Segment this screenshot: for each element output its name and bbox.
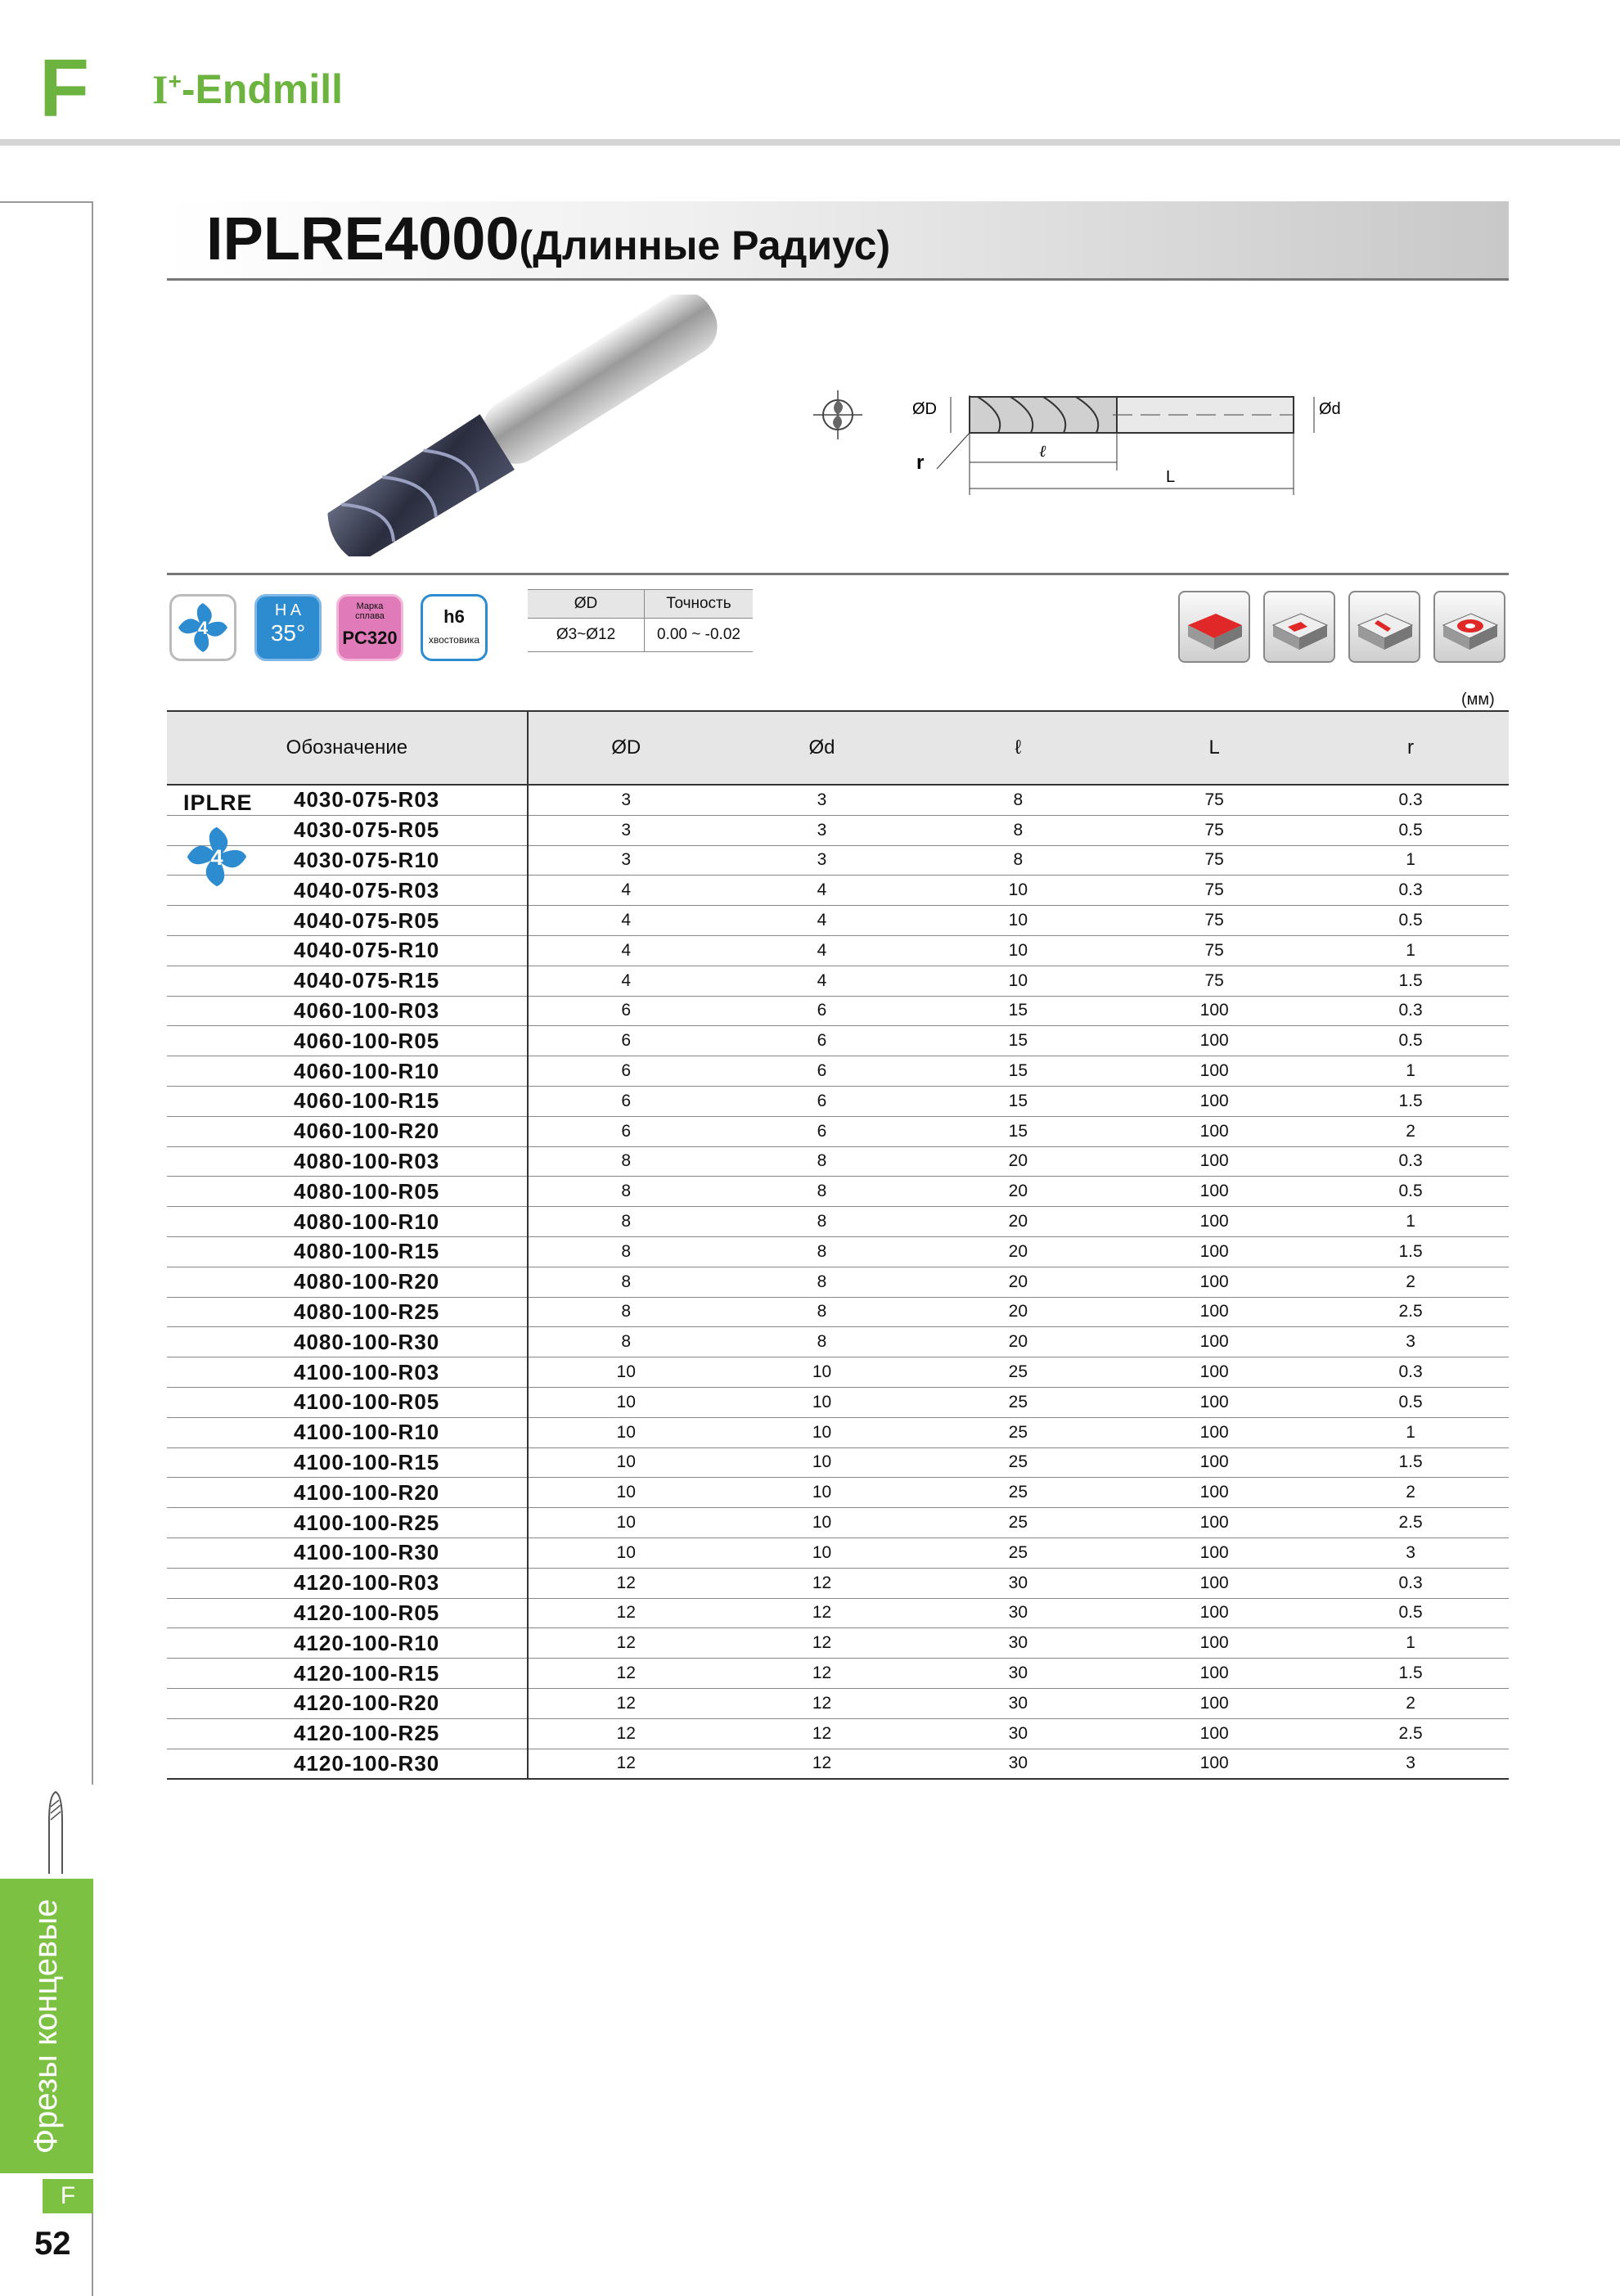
cell-code: 4100-100-R05 <box>167 1387 528 1417</box>
cell-od: 10 <box>528 1447 724 1478</box>
cell-odd: 10 <box>724 1357 920 1388</box>
cell-L: 100 <box>1116 1568 1312 1598</box>
cell-r: 0.5 <box>1312 1598 1509 1628</box>
cell-od: 12 <box>528 1568 724 1598</box>
cell-odd: 8 <box>724 1146 920 1177</box>
cell-l: 20 <box>920 1267 1116 1297</box>
table-row <box>167 1146 1509 1177</box>
cell-odd: 10 <box>724 1447 920 1478</box>
cell-l: 20 <box>920 1207 1116 1237</box>
series-flute-icon <box>182 822 252 892</box>
cell-od: 10 <box>528 1417 724 1447</box>
cell-od: 12 <box>528 1718 724 1749</box>
frame-line-vertical <box>92 201 93 1785</box>
cell-code: 4100-100-R20 <box>167 1478 528 1508</box>
cell-code: 4030-075-R10 <box>167 845 528 876</box>
application-pocketing-icon <box>1433 591 1505 663</box>
table-row <box>167 1177 1509 1207</box>
cell-L: 100 <box>1116 1659 1312 1689</box>
cell-L: 100 <box>1116 1267 1312 1297</box>
cell-od: 12 <box>528 1659 724 1689</box>
cell-r: 0.3 <box>1312 1568 1509 1598</box>
table-row <box>167 1659 1509 1689</box>
endmill-side-icon <box>41 1789 70 1874</box>
cell-r: 0.5 <box>1312 815 1509 845</box>
cell-l: 20 <box>920 1236 1116 1267</box>
spec-strip-rule <box>167 573 1509 575</box>
label-L: L <box>1166 468 1176 486</box>
cell-L: 100 <box>1116 1417 1312 1447</box>
cell-od: 10 <box>528 1357 724 1388</box>
svg-text:4: 4 <box>210 844 223 871</box>
cell-code: 4120-100-R05 <box>167 1598 528 1628</box>
cell-od: 3 <box>528 815 724 845</box>
cell-L: 100 <box>1116 1146 1312 1177</box>
cell-odd: 12 <box>724 1598 920 1628</box>
table-row <box>167 1688 1509 1718</box>
cell-r: 0.3 <box>1312 1357 1509 1388</box>
cell-odd: 8 <box>724 1207 920 1237</box>
cell-code: 4060-100-R05 <box>167 1026 528 1056</box>
cell-code: 4080-100-R03 <box>167 1146 528 1177</box>
cell-od: 4 <box>528 876 724 906</box>
application-profiling-icon <box>1348 591 1420 663</box>
label-r: r <box>916 452 925 474</box>
table-row <box>167 1447 1509 1478</box>
cell-L: 75 <box>1116 935 1312 966</box>
table-row <box>167 1207 1509 1237</box>
cell-l: 30 <box>920 1688 1116 1718</box>
cell-code: 4100-100-R25 <box>167 1508 528 1538</box>
cell-L: 100 <box>1116 1447 1312 1478</box>
cell-od: 6 <box>528 996 724 1026</box>
cell-L: 75 <box>1116 876 1312 906</box>
cell-od: 12 <box>528 1749 724 1779</box>
cell-l: 10 <box>920 935 1116 966</box>
cell-l: 15 <box>920 1116 1116 1146</box>
cell-odd: 4 <box>724 966 920 996</box>
cell-odd: 3 <box>724 785 920 815</box>
four-flute-icon <box>172 597 234 659</box>
cell-r: 0.3 <box>1312 1146 1509 1177</box>
application-side-milling-icon <box>1263 591 1335 663</box>
cell-od: 8 <box>528 1177 724 1207</box>
shank-badge: h6 хвостовика <box>421 594 488 661</box>
cell-r: 0.3 <box>1312 996 1509 1026</box>
table-row <box>167 1327 1509 1357</box>
cell-code: 4120-100-R03 <box>167 1568 528 1598</box>
cell-od: 10 <box>528 1508 724 1538</box>
cell-l: 25 <box>920 1447 1116 1478</box>
cell-L: 100 <box>1116 1177 1312 1207</box>
cell-odd: 4 <box>724 876 920 906</box>
cell-l: 20 <box>920 1177 1116 1207</box>
col-l: ℓ <box>920 711 1116 785</box>
cell-r: 1.5 <box>1312 966 1509 996</box>
unit-label: (мм) <box>1461 691 1495 709</box>
cell-r: 0.5 <box>1312 1026 1509 1056</box>
cell-l: 25 <box>920 1508 1116 1538</box>
cell-od: 6 <box>528 1026 724 1056</box>
cell-code: 4080-100-R05 <box>167 1177 528 1207</box>
product-code: IPLRE4000 <box>206 205 520 272</box>
cell-l: 30 <box>920 1718 1116 1749</box>
cell-l: 10 <box>920 966 1116 996</box>
cell-r: 1.5 <box>1312 1659 1509 1689</box>
brand-title <box>152 66 344 112</box>
label-l: ℓ <box>1039 443 1046 461</box>
table-row <box>167 1267 1509 1297</box>
cell-L: 100 <box>1116 1297 1312 1327</box>
cell-code: 4080-100-R20 <box>167 1267 528 1297</box>
cell-l: 15 <box>920 1056 1116 1087</box>
cell-code: 4100-100-R10 <box>167 1417 528 1447</box>
table-row <box>167 1598 1509 1628</box>
cell-L: 100 <box>1116 1207 1312 1237</box>
cell-code: 4120-100-R20 <box>167 1688 528 1718</box>
cell-L: 100 <box>1116 1056 1312 1087</box>
cell-od: 12 <box>528 1628 724 1659</box>
cell-L: 75 <box>1116 966 1312 996</box>
endmill-drawing <box>802 372 1473 511</box>
cell-L: 75 <box>1116 815 1312 845</box>
cell-odd: 3 <box>724 815 920 845</box>
product-subtitle: (Длинные Радиус) <box>519 223 891 268</box>
cell-L: 100 <box>1116 1598 1312 1628</box>
cell-code: 4080-100-R25 <box>167 1297 528 1327</box>
table-row <box>167 1056 1509 1087</box>
cell-l: 10 <box>920 876 1116 906</box>
cell-l: 25 <box>920 1387 1116 1417</box>
cell-L: 100 <box>1116 1688 1312 1718</box>
cell-L: 100 <box>1116 1628 1312 1659</box>
cell-l: 8 <box>920 785 1116 815</box>
cell-od: 6 <box>528 1056 724 1087</box>
frame-line-top <box>0 201 93 203</box>
cell-od: 4 <box>528 935 724 966</box>
cell-code: 4100-100-R03 <box>167 1357 528 1388</box>
table-row <box>167 1718 1509 1749</box>
cell-r: 2 <box>1312 1688 1509 1718</box>
cell-r: 3 <box>1312 1537 1509 1568</box>
cell-odd: 12 <box>724 1688 920 1718</box>
cell-odd: 12 <box>724 1568 920 1598</box>
cell-code: 4030-075-R05 <box>167 815 528 845</box>
table-row <box>167 1236 1509 1267</box>
brand-name: -Endmill <box>181 66 344 112</box>
cell-l: 25 <box>920 1478 1116 1508</box>
cell-l: 15 <box>920 996 1116 1026</box>
cell-odd: 8 <box>724 1177 920 1207</box>
cell-l: 8 <box>920 845 1116 876</box>
cell-r: 2.5 <box>1312 1297 1509 1327</box>
cell-r: 2 <box>1312 1478 1509 1508</box>
application-slotting-icon <box>1178 591 1250 663</box>
cell-odd: 10 <box>724 1387 920 1417</box>
cell-r: 3 <box>1312 1327 1509 1357</box>
cell-l: 25 <box>920 1417 1116 1447</box>
cell-l: 10 <box>920 906 1116 936</box>
cell-L: 100 <box>1116 1537 1312 1568</box>
cell-r: 0.5 <box>1312 1387 1509 1417</box>
table-row <box>167 815 1509 845</box>
spec-table: ØD Точность Ø3~Ø12 0.00 ~ -0.02 <box>528 589 753 652</box>
cell-odd: 4 <box>724 935 920 966</box>
table-row <box>167 996 1509 1026</box>
cell-l: 25 <box>920 1537 1116 1568</box>
cell-odd: 6 <box>724 1026 920 1056</box>
table-row <box>167 876 1509 906</box>
cell-odd: 6 <box>724 1056 920 1087</box>
cell-code: 4060-100-R15 <box>167 1086 528 1116</box>
cell-code: 4040-075-R15 <box>167 966 528 996</box>
cell-L: 75 <box>1116 906 1312 936</box>
cell-L: 100 <box>1116 1026 1312 1056</box>
table-row <box>167 1357 1509 1388</box>
cell-od: 4 <box>528 906 724 936</box>
cell-L: 100 <box>1116 1236 1312 1267</box>
cell-L: 100 <box>1116 1508 1312 1538</box>
col-L: L <box>1116 711 1312 785</box>
cell-code: 4120-100-R25 <box>167 1718 528 1749</box>
cell-odd: 3 <box>724 845 920 876</box>
cell-code: 4120-100-R30 <box>167 1749 528 1779</box>
cell-L: 100 <box>1116 1478 1312 1508</box>
label-od: ØD <box>912 400 937 418</box>
cell-code: 4040-075-R05 <box>167 906 528 936</box>
product-title <box>206 205 891 272</box>
cell-L: 100 <box>1116 1718 1312 1749</box>
cell-l: 20 <box>920 1297 1116 1327</box>
cell-od: 3 <box>528 845 724 876</box>
cell-r: 2.5 <box>1312 1508 1509 1538</box>
title-bar-underline <box>167 278 1509 281</box>
cell-odd: 8 <box>724 1267 920 1297</box>
cell-l: 30 <box>920 1749 1116 1779</box>
endmill-photo <box>278 295 736 556</box>
cell-r: 2 <box>1312 1116 1509 1146</box>
col-odd: Ød <box>724 711 920 785</box>
cell-od: 10 <box>528 1387 724 1417</box>
cell-odd: 12 <box>724 1718 920 1749</box>
cell-code: 4060-100-R10 <box>167 1056 528 1087</box>
cell-code: 4120-100-R10 <box>167 1628 528 1659</box>
cell-od: 8 <box>528 1327 724 1357</box>
cell-odd: 8 <box>724 1297 920 1327</box>
cell-odd: 6 <box>724 996 920 1026</box>
cell-od: 6 <box>528 1116 724 1146</box>
cell-od: 10 <box>528 1537 724 1568</box>
cell-code: 4060-100-R20 <box>167 1116 528 1146</box>
col-designation: Обозначение <box>167 711 528 785</box>
cell-L: 100 <box>1116 1387 1312 1417</box>
cell-code: 4080-100-R15 <box>167 1236 528 1267</box>
cell-odd: 6 <box>724 1086 920 1116</box>
svg-text:4: 4 <box>197 618 209 638</box>
cell-L: 75 <box>1116 785 1312 815</box>
cell-code: 4100-100-R30 <box>167 1537 528 1568</box>
product-table-body <box>167 785 1509 1779</box>
cell-r: 0.3 <box>1312 785 1509 815</box>
cell-r: 1 <box>1312 845 1509 876</box>
cell-odd: 12 <box>724 1659 920 1689</box>
table-row <box>167 1297 1509 1327</box>
cell-r: 0.3 <box>1312 876 1509 906</box>
cell-code: 4060-100-R03 <box>167 996 528 1026</box>
cell-l: 15 <box>920 1026 1116 1056</box>
cell-odd: 8 <box>724 1327 920 1357</box>
cell-code: 4080-100-R10 <box>167 1207 528 1237</box>
table-row <box>167 1417 1509 1447</box>
cell-r: 1.5 <box>1312 1447 1509 1478</box>
table-row <box>167 1749 1509 1779</box>
cell-odd: 4 <box>724 906 920 936</box>
header-rule <box>0 139 1620 146</box>
sidebar-letter: F <box>43 2179 93 2213</box>
cell-r: 1.5 <box>1312 1236 1509 1267</box>
cell-r: 1 <box>1312 1207 1509 1237</box>
page-number: 52 <box>34 2226 71 2262</box>
cell-l: 8 <box>920 815 1116 845</box>
table-row <box>167 1508 1509 1538</box>
product-table <box>167 710 1509 1780</box>
cell-odd: 12 <box>724 1628 920 1659</box>
series-label: IPLRE <box>183 790 253 815</box>
cell-r: 2 <box>1312 1267 1509 1297</box>
flutes-badge <box>169 594 236 661</box>
cell-odd: 10 <box>724 1478 920 1508</box>
cell-r: 3 <box>1312 1749 1509 1779</box>
cell-od: 12 <box>528 1688 724 1718</box>
cell-r: 1 <box>1312 1417 1509 1447</box>
cell-r: 2.5 <box>1312 1718 1509 1749</box>
table-row <box>167 845 1509 876</box>
cell-l: 15 <box>920 1086 1116 1116</box>
cell-od: 4 <box>528 966 724 996</box>
cell-r: 1 <box>1312 1056 1509 1087</box>
cell-L: 100 <box>1116 996 1312 1026</box>
cell-L: 100 <box>1116 1116 1312 1146</box>
table-row <box>167 966 1509 996</box>
cell-r: 1 <box>1312 1628 1509 1659</box>
cell-od: 8 <box>528 1236 724 1267</box>
grade-badge: Марка сплава PC320 <box>336 594 403 661</box>
cell-L: 75 <box>1116 845 1312 876</box>
col-r: r <box>1312 711 1509 785</box>
cell-l: 20 <box>920 1146 1116 1177</box>
label-odd: Ød <box>1319 400 1341 418</box>
cell-l: 30 <box>920 1628 1116 1659</box>
cell-r: 0.5 <box>1312 906 1509 936</box>
table-row <box>167 906 1509 936</box>
sidebar-label: Фрезы концевые <box>28 1898 65 2154</box>
cell-r: 1 <box>1312 935 1509 966</box>
brand-prefix: I <box>152 66 169 112</box>
table-row <box>167 1387 1509 1417</box>
table-row <box>167 785 1509 815</box>
cell-code: 4120-100-R15 <box>167 1659 528 1689</box>
helix-badge: H A 35° <box>254 594 322 661</box>
cell-L: 100 <box>1116 1327 1312 1357</box>
cell-od: 8 <box>528 1297 724 1327</box>
cell-l: 30 <box>920 1659 1116 1689</box>
cell-l: 25 <box>920 1357 1116 1388</box>
cell-od: 3 <box>528 785 724 815</box>
cell-od: 8 <box>528 1207 724 1237</box>
cell-odd: 10 <box>724 1417 920 1447</box>
cell-odd: 6 <box>724 1116 920 1146</box>
cell-odd: 10 <box>724 1537 920 1568</box>
cell-code: 4040-075-R03 <box>167 876 528 906</box>
table-row <box>167 1628 1509 1659</box>
table-row <box>167 1086 1509 1116</box>
col-od: ØD <box>528 711 724 785</box>
cell-code: 4030-075-R03 <box>167 785 528 815</box>
cell-l: 20 <box>920 1327 1116 1357</box>
cell-od: 8 <box>528 1267 724 1297</box>
cell-l: 30 <box>920 1598 1116 1628</box>
table-row <box>167 1568 1509 1598</box>
table-row <box>167 935 1509 966</box>
frame-line-bottom <box>92 2213 93 2296</box>
cell-l: 30 <box>920 1568 1116 1598</box>
cell-odd: 8 <box>724 1236 920 1267</box>
table-row <box>167 1537 1509 1568</box>
cell-od: 6 <box>528 1086 724 1116</box>
cell-od: 10 <box>528 1478 724 1508</box>
table-row <box>167 1116 1509 1146</box>
cell-odd: 12 <box>724 1749 920 1779</box>
section-letter: F <box>39 43 90 134</box>
cell-code: 4080-100-R30 <box>167 1327 528 1357</box>
cell-L: 100 <box>1116 1749 1312 1779</box>
cell-code: 4100-100-R15 <box>167 1447 528 1478</box>
cell-r: 0.5 <box>1312 1177 1509 1207</box>
table-row <box>167 1026 1509 1056</box>
cell-L: 100 <box>1116 1357 1312 1388</box>
cell-od: 8 <box>528 1146 724 1177</box>
end-view-icon <box>813 390 862 439</box>
cell-L: 100 <box>1116 1086 1312 1116</box>
table-row <box>167 1478 1509 1508</box>
cell-code: 4040-075-R10 <box>167 935 528 966</box>
cell-od: 12 <box>528 1598 724 1628</box>
brand-sup: + <box>168 68 182 94</box>
cell-r: 1.5 <box>1312 1086 1509 1116</box>
cell-odd: 10 <box>724 1508 920 1538</box>
